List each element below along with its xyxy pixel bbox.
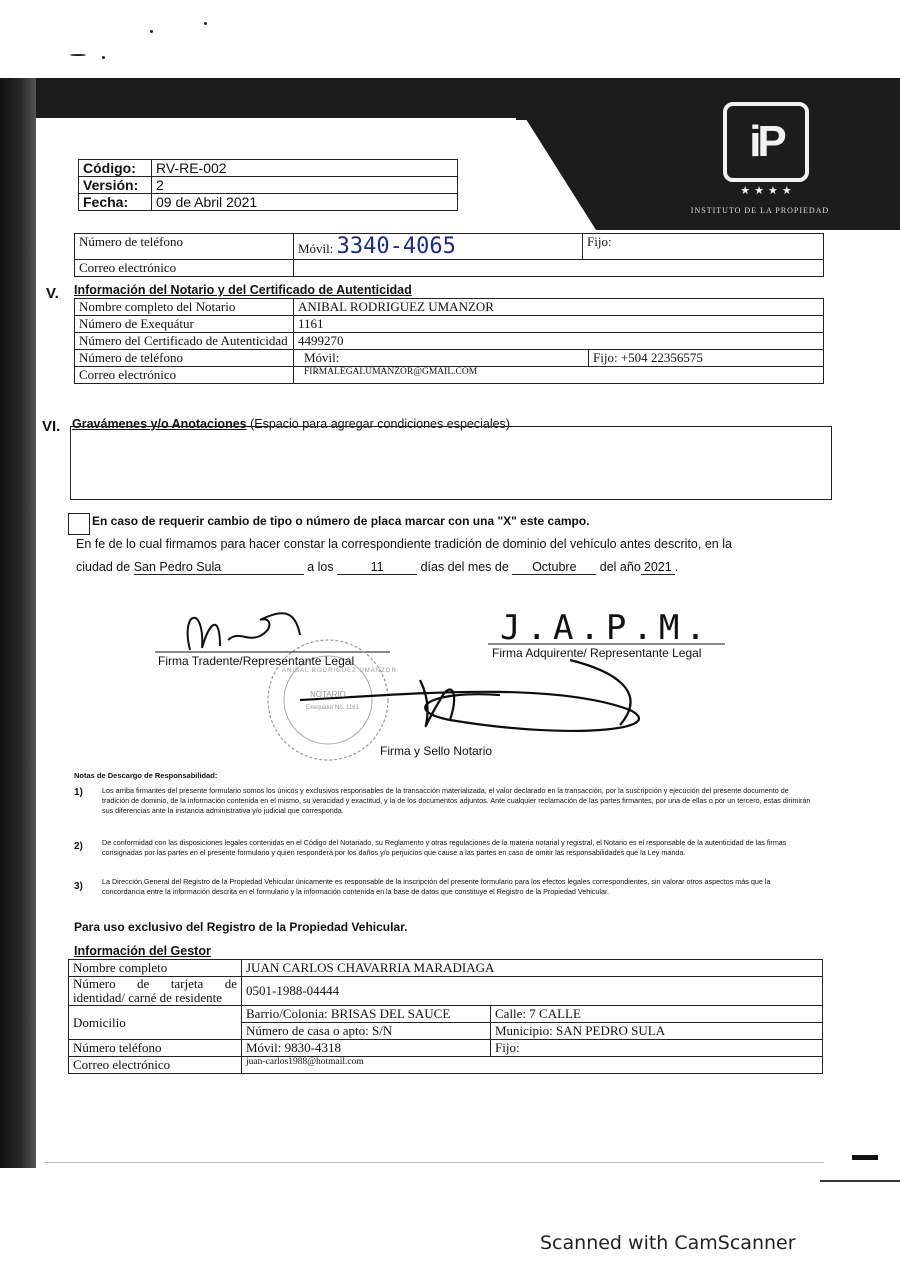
document-code-table: [78, 159, 458, 211]
notario-fijo-value: +504 22356575: [620, 350, 703, 365]
ciudad-value: San Pedro Sula: [134, 560, 304, 575]
notes-heading: Notas de Descargo de Responsabilidad:: [74, 771, 218, 780]
a-los-label: a los: [307, 560, 334, 574]
exequatur-label: Número de Exequátur: [75, 316, 294, 333]
certificado-label: Número del Certificado de Autenticidad: [75, 333, 294, 350]
institute-logo: iP: [723, 102, 809, 182]
seal-sub-text: Exequátur No. 1161: [306, 705, 359, 711]
gestor-domicilio-label: Domicilio: [69, 1006, 242, 1040]
dias-mes-label: días del mes de: [420, 560, 509, 574]
gestor-title: Información del Gestor: [74, 944, 211, 958]
notario-fijo-label: Fijo:: [593, 350, 618, 365]
fecha-value: 09 de Abril 2021: [152, 194, 458, 211]
gestor-nombre-label: Nombre completo: [69, 960, 242, 977]
fecha-label: Fecha:: [79, 194, 152, 211]
notario-signature-label: Firma y Sello Notario: [380, 744, 493, 758]
notary-table: [74, 298, 824, 384]
statement-line-1: En fe de lo cual firmamos para hacer constar la correspondiente tradición de dominio del vehículo antes descrito, en la: [76, 537, 732, 551]
section-v-title: Información del Notario y del Certificado de Autenticidad: [74, 283, 412, 297]
section-v-number: V.: [46, 285, 59, 302]
note-1-number: 1): [74, 787, 83, 798]
plate-change-checkbox[interactable]: [68, 513, 90, 535]
notario-nombre-label: Nombre completo del Notario: [75, 299, 294, 316]
gestor-movil: Móvil: 9830-4318: [242, 1040, 491, 1057]
statement-end: .: [674, 560, 679, 574]
exequatur-value: 1161: [294, 316, 824, 333]
gestor-table: [68, 959, 823, 1074]
tradente-signature-label: Firma Tradente/Representante Legal: [158, 654, 355, 668]
notario-correo-label: Correo electrónico: [75, 367, 294, 384]
notario-nombre-value: ANIBAL RODRIGUEZ UMANZOR: [294, 299, 824, 316]
exclusive-use-heading: Para uso exclusivo del Registro de la Propiedad Vehicular.: [74, 920, 408, 934]
gestor-barrio: Barrio/Colonia: BRISAS DEL SAUCE: [242, 1006, 491, 1023]
statement-line-2: [76, 560, 816, 575]
logo-stars: ★★★★: [740, 185, 796, 197]
seal-text: NOTARIO: [310, 690, 346, 699]
notario-telefono-label: Número de teléfono: [75, 350, 294, 367]
notario-correo-value: FIRMALEGALUMANZOR@GMAIL.COM: [294, 367, 824, 384]
telefono-label: Número de teléfono: [75, 234, 294, 260]
gestor-municipio: Municipio: SAN PEDRO SULA: [491, 1023, 823, 1040]
note-2-number: 2): [74, 841, 83, 852]
contact-table-top: [74, 233, 824, 277]
seal-ring-text: ANIBAL RODRIGUEZ UMANZOR: [282, 668, 397, 674]
correo-value: [294, 260, 824, 277]
mes-value: Octubre: [512, 560, 596, 575]
movil-value-handwritten: 3340-4065: [336, 234, 456, 259]
note-3-text: La Dirección General del Registro de la Propiedad Vehicular únicamente es responsable de la inscripción del presente formulario para los efectos legales correspondientes, sin valorar otros aspectos más que la concordancia entre la información descrita en el formulario y la información contenida en la base de datos que constituye el Registro de la Propiedad Vehicular.: [102, 877, 771, 896]
gestor-nombre-value: JUAN CARLOS CHAVARRIA MARADIAGA: [242, 960, 823, 977]
note-1-text: Los arriba firmantes del presente formulario somos los únicos y exclusivos responsables de la transacción materializada, el valor declarado en la transacción, por la suscripción y ejecución del presente documento de tradición de dominio, de la información contenida en el mismo, su veracidad y exactitud, y la de los documentos adjuntos. Ante cualquier reclamación de las partes firmantes, por una de ellas o por un tercero, estas dirimirán sus diferencias ante la instancia administrativa y/o judicial que corresponda.: [102, 786, 811, 815]
camscanner-watermark: Scanned with CamScanner: [540, 1232, 796, 1254]
gestor-telefono-label: Número teléfono: [69, 1040, 242, 1057]
logo-text: INSTITUTO DE LA PROPIEDAD: [690, 206, 830, 215]
adquirente-signature-label: Firma Adquirente/ Representante Legal: [492, 646, 702, 660]
correo-label: Correo electrónico: [75, 260, 294, 277]
section-vi-number: VI.: [42, 418, 61, 435]
section-vi-title: Gravámenes y/o Anotaciones: [72, 417, 247, 431]
gestor-correo-value: juan-carlos1988@hotmail.com: [242, 1057, 823, 1074]
tradente-signature: [188, 613, 300, 650]
scan-speck: [102, 56, 105, 59]
scan-edge-line: [44, 1162, 824, 1163]
note-3-number: 3): [74, 881, 83, 892]
scan-mark: [852, 1155, 878, 1160]
gestor-correo-label: Correo electrónico: [69, 1057, 242, 1074]
scan-speck: [204, 22, 207, 25]
version-label: Versión:: [79, 177, 152, 194]
gestor-casa: Número de casa o apto: S/N: [242, 1023, 491, 1040]
scan-edge-line-2: [820, 1180, 900, 1182]
scan-speck: [70, 54, 86, 56]
plate-change-text: En caso de requerir cambio de tipo o número de placa marcar con una "X" este campo.: [92, 514, 590, 528]
gestor-fijo: Fijo:: [491, 1040, 823, 1057]
gestor-identidad-label: Número de tarjeta de identidad/ carné de residente: [69, 977, 242, 1006]
dia-value: 11: [337, 560, 417, 575]
version-value: 2: [152, 177, 458, 194]
codigo-value: RV-RE-002: [152, 160, 458, 177]
codigo-label: Código:: [79, 160, 152, 177]
ciudad-label: ciudad de: [76, 560, 131, 574]
scan-border-left: [0, 78, 36, 1168]
adquirente-signature-initials: J.A.P.M.: [500, 608, 712, 648]
page-edge: [36, 118, 516, 121]
gravamenes-textarea[interactable]: [70, 426, 832, 500]
gestor-calle: Calle: 7 CALLE: [491, 1006, 823, 1023]
movil-label: Móvil:: [298, 241, 334, 256]
ano-value: 2021: [641, 560, 675, 575]
note-2-text: De conformidad con las disposiciones legales contenidas en el Código del Notariado, su Reglamento y otras regulaciones de la materia notarial y registral, el Notario es el responsable de la autenticidad de las firmas consignadas por las partes en el presente formulario y quien responderá por los daños y/o perjuicios que cause a las partes en caso de omitir las responsabilidades que la Ley manda.: [102, 838, 787, 857]
gestor-identidad-value: 0501-1988-04444: [242, 977, 823, 1006]
section-vi-subtitle: (Espacio para agregar condiciones especiales): [250, 417, 510, 431]
fijo-label: Fijo:: [583, 234, 824, 260]
notario-movil-label: Móvil:: [294, 350, 589, 367]
scan-speck: [150, 30, 153, 33]
del-ano-label: del año: [599, 560, 641, 574]
certificado-value: 4499270: [294, 333, 824, 350]
